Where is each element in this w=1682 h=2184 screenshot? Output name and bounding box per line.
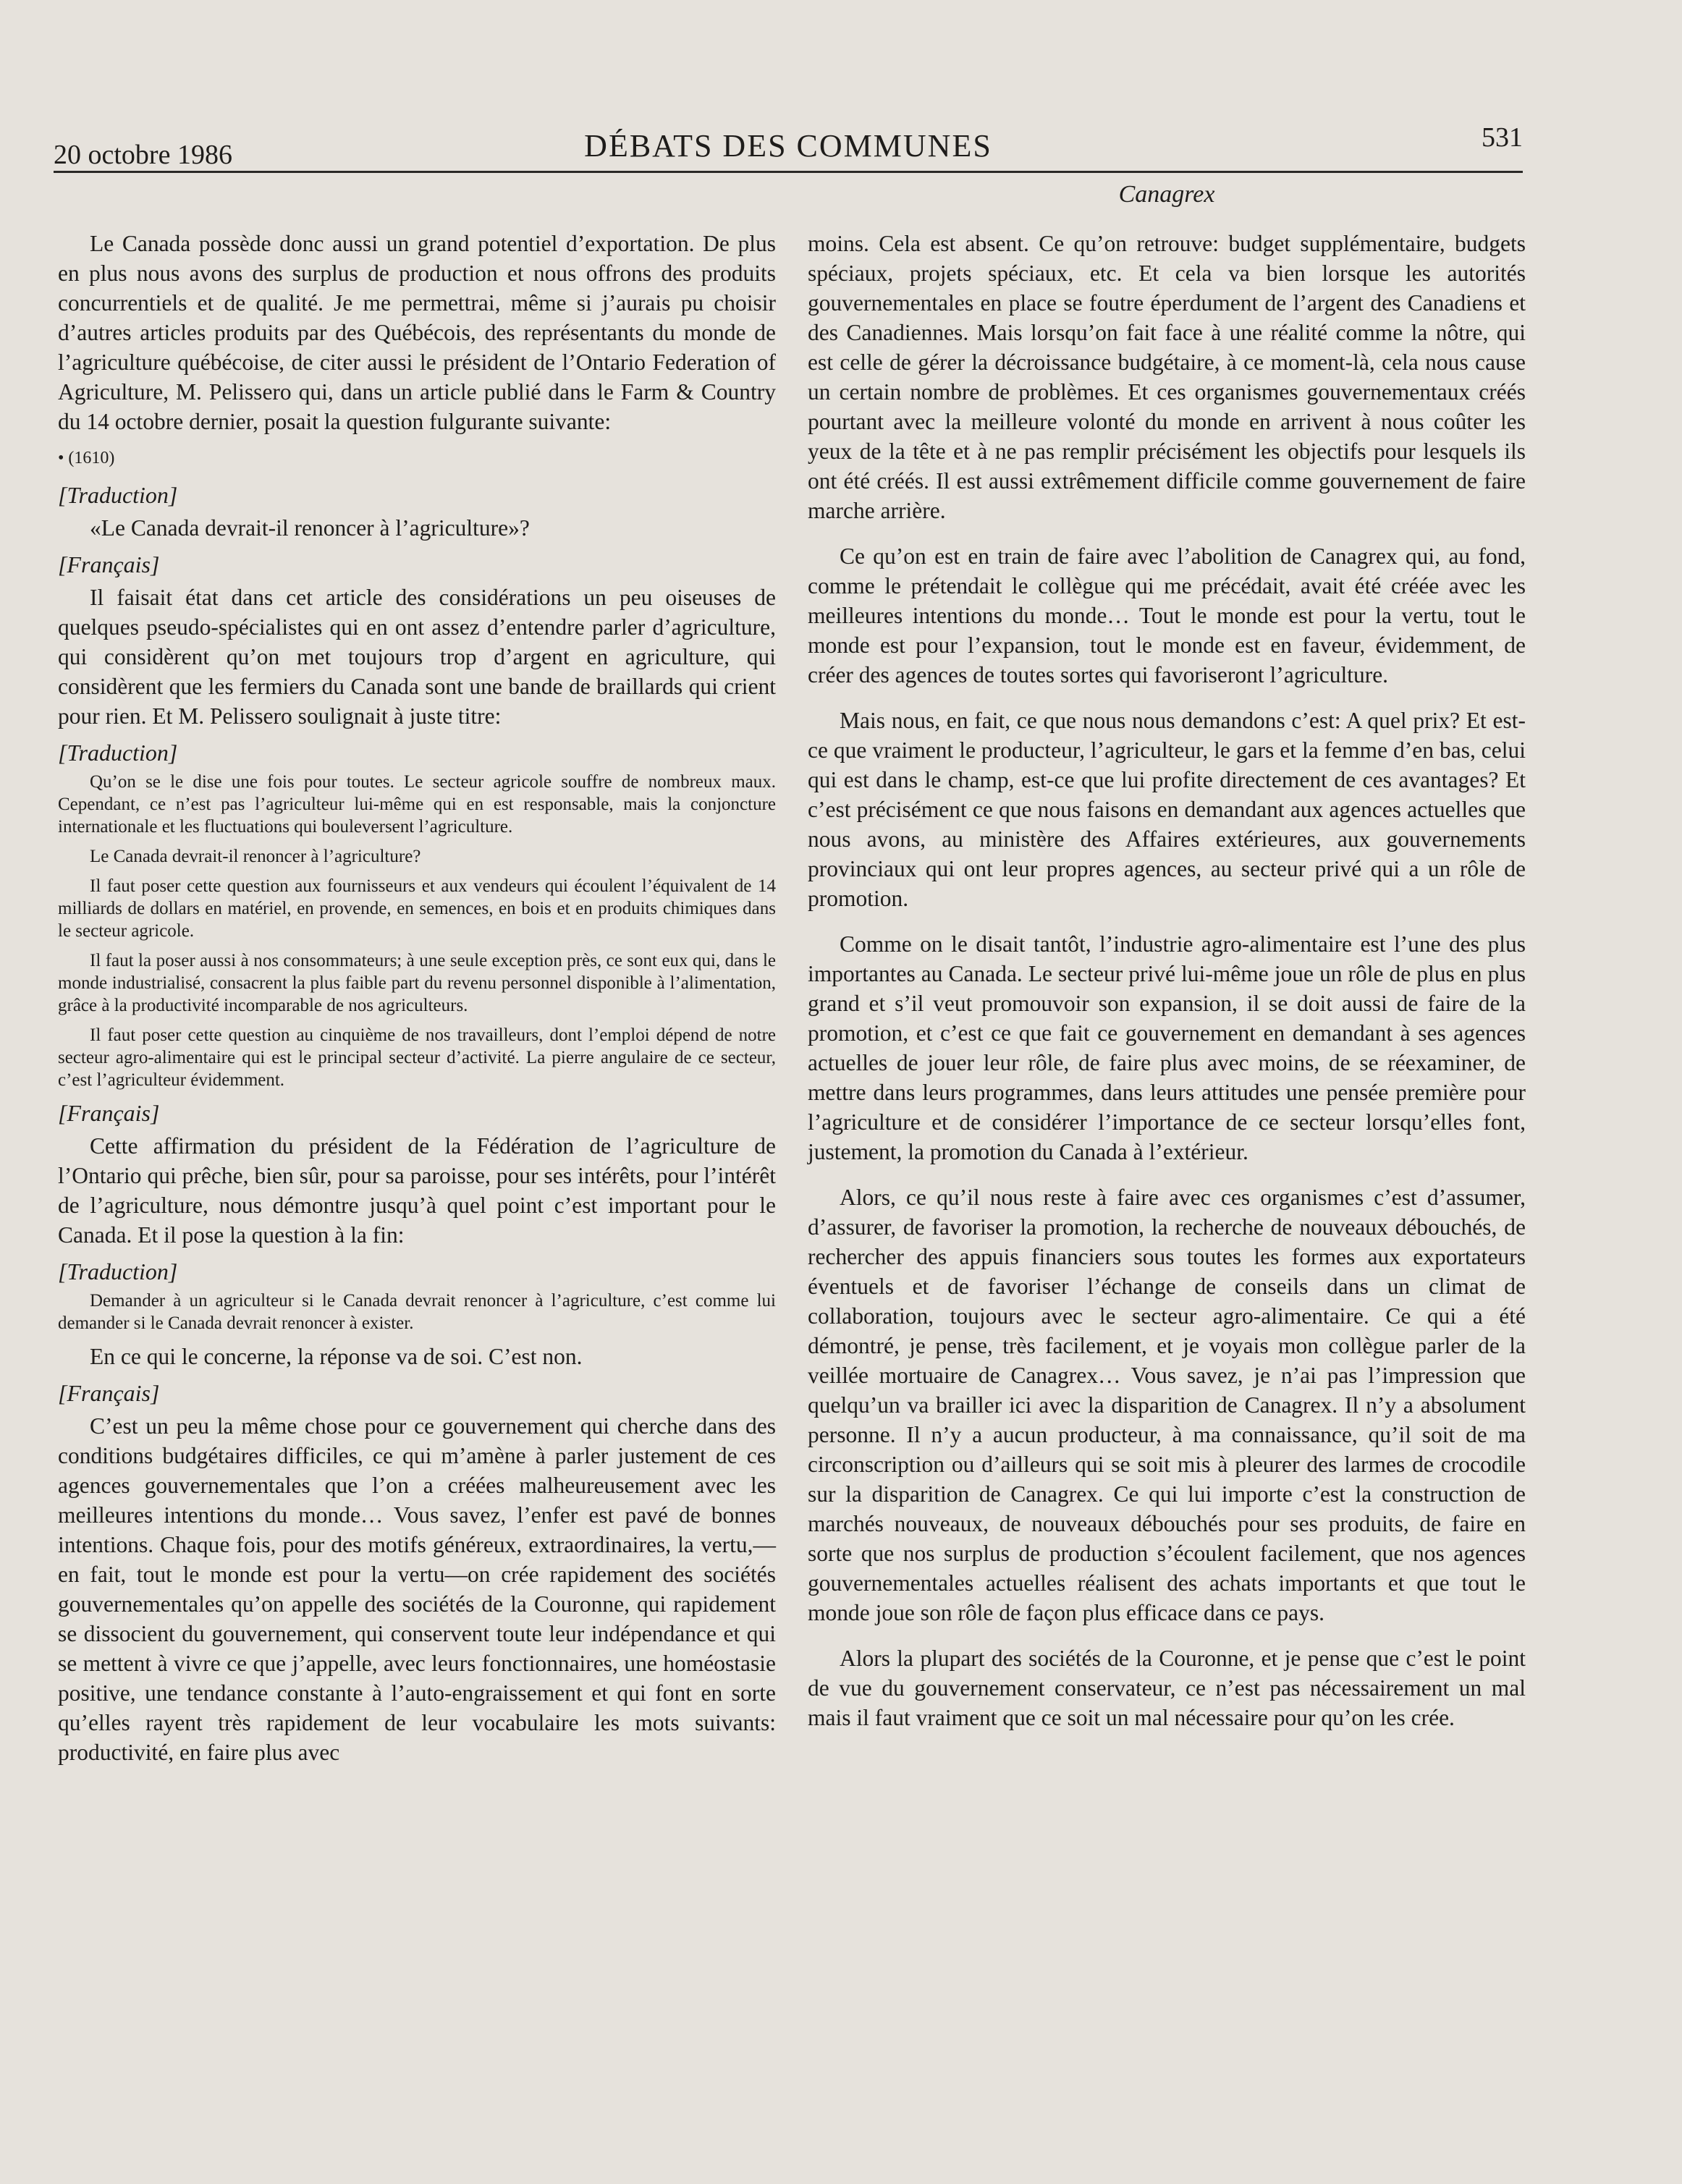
paragraph: Ce qu’on est en train de faire avec l’abolition de Canagrex qui, au fond, comme le prétendait le collègue qui me précédait, avait été créée avec les meilleures intentions du monde… Tout le monde est pour la vertu, tout le monde est pour l’expansion, tout le monde est en faveur, évidemment, de créer des agences de toutes sortes qui favoriseront l’agriculture.	[808, 543, 1526, 687]
quoted-passage: Il faut poser cette question au cinquième de nos travailleurs, dont l’emploi dépend de notre secteur agro-alimentaire qui est le principal secteur d’activité. La pierre angulaire de ce secteur, c’est l’agriculteur évidemment.	[58, 1025, 776, 1090]
page-number: 531	[1482, 122, 1523, 153]
language-label: [Français]	[58, 1380, 160, 1406]
right-column	[808, 229, 1526, 1748]
quoted-passage: Il faut la poser aussi à nos consommateurs; à une seule exception près, ce sont eux qui, dans le monde industrialisé, consacrent la plus faible part du revenu personnel disponible à l’alimentation, grâce à la productivité incomparable de nos agriculteurs.	[58, 951, 776, 1015]
paragraph: Comme on le disait tantôt, l’industrie agro-alimentaire est l’une des plus importantes au Canada. Le secteur privé lui-même joue un rôle de plus en plus grand et s’il veut promouvoir son expansion, il se doit aussi de faire de la promotion, et c’est ce que fait ce gouvernement en demandant à ses agences actuelles de jouer leur rôle, de faire plus avec moins, de se réexaminer, de mettre dans leurs programmes, dans leurs attitudes une pensée première pour l’agriculture et de considérer l’importance de ce secteur lorsqu’elles font, justement, la promotion du Canada à l’extérieur.	[808, 931, 1526, 1164]
page-header	[54, 122, 1523, 174]
quoted-passage: Le Canada devrait-il renoncer à l’agriculture?	[90, 847, 421, 866]
language-label: [Traduction]	[58, 482, 178, 508]
quoted-passage: Qu’on se le dise une fois pour toutes. Le secteur agricole souffre de nombreux maux. Cependant, ce n’est pas l’agriculteur lui-même qui en est responsable, mais la conjoncture internationale et les fluctuations qui bouleversent l’agriculture.	[58, 772, 776, 837]
language-label: [Traduction]	[58, 740, 178, 766]
paragraph: Le Canada possède donc aussi un grand potentiel d’exportation. De plus en plus nous avons des surplus de production et nous offrons des produits concurrentiels et de qualité. Je me permettrai, même si j’aurais pu choisir d’autres articles produits par des Québécois, des représentants du monde de l’agriculture québécoise, de citer aussi le président de l’Ontario Federation of Agriculture, M. Pelissero qui, dans un article publié dans le Farm & Country du 14 octobre dernier, posait la question fulgurante suivante:	[58, 231, 776, 434]
quoted-passage: Demander à un agriculteur si le Canada devrait renoncer à l’agriculture, c’est comme lui demander si le Canada devrait renoncer à exister.	[58, 1291, 776, 1333]
paragraph: Alors, ce qu’il nous reste à faire avec ces organismes c’est d’assumer, d’assurer, de favoriser la promotion, la recherche de nouveaux débouchés, de rechercher des appuis financiers sous toutes les formes aux exportateurs éventuels et de favoriser l’échange de conseils dans un climat de collaboration, toujours avec le secteur agro-alimentaire. Ce qui a été démontré, je pense, très facilement, et je voyais mon collègue parler de la veillée mortuaire de Canagrex… Vous savez, je n’ai pas l’impression que quelqu’un va brailler ici avec la disparition de Canagrex. Il n’y a absolument personne. Il n’y a aucun producteur, à ma connaissance, qu’il soit de ma circonscription ou d’ailleurs qui se soit mis à pleurer des larmes de crocodile sur la disparition de Canagrex. Ce qui lui importe c’est la construction de marchés nouveaux, de nouveaux débouchés pour ses produits, de faire en sorte que nos surplus de production s’écoulent facilement, que nos agences gouvernementales actuelles réalisent des achats importants et que tout le monde joue son rôle de façon plus efficace dans ce pays.	[808, 1185, 1526, 1625]
language-label: [Français]	[58, 1100, 160, 1126]
running-head: Canagrex	[1118, 181, 1215, 208]
paragraph: Cette affirmation du président de la Fédération de l’agriculture de l’Ontario qui prêche, bien sûr, pour sa paroisse, pour ses intérêts, pour l’intérêt de l’agriculture, nous démontre jusqu’à quel point c’est important pour le Canada. Et il pose la question à la fin:	[58, 1133, 776, 1248]
time-marker: • (1610)	[58, 449, 115, 467]
language-label: [Français]	[58, 551, 160, 577]
header-rule	[54, 171, 1523, 173]
left-column	[58, 229, 776, 1774]
paragraph: «Le Canada devrait-il renoncer à l’agriculture»?	[90, 515, 530, 541]
paragraph: moins. Cela est absent. Ce qu’on retrouve: budget supplémentaire, budgets spéciaux, projets spéciaux, etc. Et cela va bien lorsque les autorités gouvernementales en place se foutre éperdument de l’argent des Canadiens et des Canadiennes. Mais lorsqu’on fait face à une réalité comme la nôtre, qui est celle de gérer la décroissance budgétaire, à ce moment-là, cela nous cause un certain nombre de problèmes. Et ces organismes gouvernementaux créés pourtant avec la meilleure volonté du monde en arrivent à nous coûter les yeux de la tête et à ne pas remplir précisément les objectifs pour lesquels ils ont été créés. Il est aussi extrêmement difficile comme gouvernement de faire marche arrière.	[808, 231, 1526, 523]
language-label: [Traduction]	[58, 1258, 178, 1284]
paragraph: Alors la plupart des sociétés de la Couronne, et je pense que c’est le point de vue du gouvernement conservateur, ce n’est pas nécessairement un mal mais il faut vraiment que ce soit un mal nécessaire pour qu’on les crée.	[808, 1646, 1526, 1730]
paragraph: Il faisait état dans cet article des considérations un peu oiseuses de quelques pseudo-spécialistes qui en ont assez d’entendre parler d’agriculture, qui considèrent qu’on met toujours trop d’argent en agriculture, qui considèrent que les fermiers du Canada sont une bande de braillards qui crient pour rien. Et M. Pelissero soulignait à juste titre:	[58, 585, 776, 729]
paragraph: Mais nous, en fait, ce que nous nous demandons c’est: A quel prix? Et est-ce que vraiment le producteur, l’agriculteur, le gars et la femme d’en bas, celui qui est dans le champ, est-ce que lui profite directement de ces avantages? Et c’est précisément ce que nous faisons en demandant aux agences actuelles que nous avons, au ministère des Affaires extérieures, aux gouvernements provinciaux qui ont leur propres agences, au secteur privé qui a un rôle de promotion.	[808, 708, 1526, 911]
paragraph: En ce qui le concerne, la réponse va de soi. C’est non.	[90, 1344, 583, 1369]
header-date: 20 octobre 1986	[54, 140, 232, 170]
quoted-passage: Il faut poser cette question aux fournisseurs et aux vendeurs qui écoulent l’équivalent de 14 milliards de dollars en matériel, en provende, en semences, en bois et en produits chimiques dans le secteur agricole.	[58, 876, 776, 941]
header-title: DÉBATS DES COMMUNES	[584, 128, 992, 164]
paragraph: C’est un peu la même chose pour ce gouvernement qui cherche dans des conditions budgétaires difficiles, ce qui m’amène à parler justement de ces agences gouvernementales que l’on a créées malheureusement avec les meilleures intentions du monde… Vous savez, l’enfer est pavé de bonnes intentions. Chaque fois, pour des motifs généreux, extraordinaires, la vertu,—en fait, tout le monde est pour la vertu—on crée rapidement des sociétés gouvernementales qu’on appelle des sociétés de la Couronne, qui rapidement se dissocient du gouvernement, qui conservent toute leur indépendance et qui se mettent à vivre ce que j’appelle, avec leurs fonctionnaires, une homéostasie positive, une tendance constante à l’auto-engraissement et qui font en sorte qu’elles rayent très rapidement de leur vocabulaire les mots suivants: productivité, en faire plus avec	[58, 1413, 776, 1765]
